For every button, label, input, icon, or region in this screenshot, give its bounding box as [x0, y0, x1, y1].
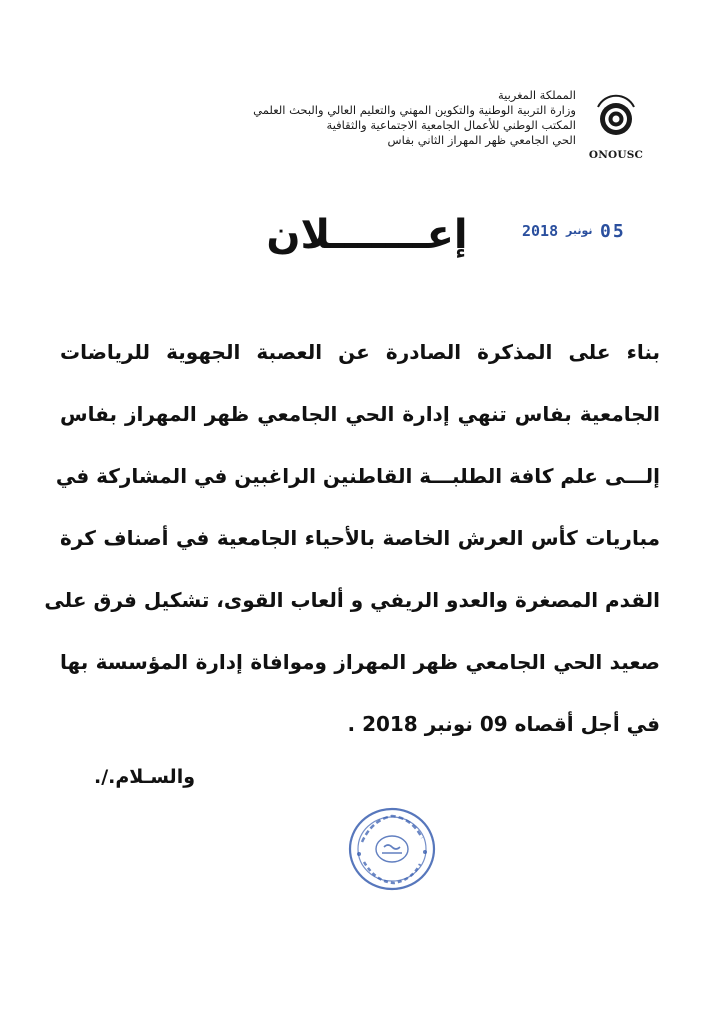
date-month: نونبر	[566, 224, 593, 237]
letterhead-line-kingdom: المملكة المغربية	[497, 88, 576, 102]
letterhead-line-ministry: وزارة التربية الوطنية والتكوين المهني والتعليم العالي والبحث العلمي	[253, 103, 576, 117]
body-line: في أجل أقصاه 09 نونبر 2018 .	[347, 712, 660, 736]
official-seal	[342, 802, 442, 896]
closing-salutation: والسـلام./.	[94, 766, 196, 788]
onousc-logo-icon	[586, 93, 646, 149]
onousc-logo	[586, 93, 646, 167]
date-year: 2018	[522, 222, 559, 240]
letterhead	[156, 88, 576, 148]
body-line: إلـــى علم كافة الطلبـــة القاطنين الراغبين في المشاركة في	[55, 464, 660, 488]
body-line: صعيد الحي الجامعي ظهر المهراز وموافاة إدارة المؤسسة بها	[60, 650, 660, 674]
body-line: الجامعية بفاس تنهي إدارة الحي الجامعي ظهر المهراز بفاس	[60, 402, 660, 426]
letterhead-line-residence: الحي الجامعي ظهر المهراز الثاني بفاس	[387, 133, 576, 147]
date-stamp	[522, 222, 630, 244]
logo-text: ONOUSC	[588, 149, 644, 161]
announcement-body	[44, 328, 660, 762]
body-line: بناء على المذكرة الصادرة عن العصبة الجهوية للرياضات	[60, 340, 660, 364]
body-line: مباريات كأس العرش الخاصة بالأحياء الجامعية في أصناف كرة	[60, 526, 660, 550]
date-day: 05	[600, 221, 626, 242]
body-line: القدم المصغرة والعدو الريفي و ألعاب القوى، تشكيل فرق على	[44, 588, 660, 612]
letterhead-line-office: المكتب الوطني للأعمال الجامعية الاجتماعية والثقافية	[326, 118, 576, 132]
announcement-title: إعـــــــلان	[266, 212, 468, 258]
official-seal-icon	[342, 802, 442, 896]
